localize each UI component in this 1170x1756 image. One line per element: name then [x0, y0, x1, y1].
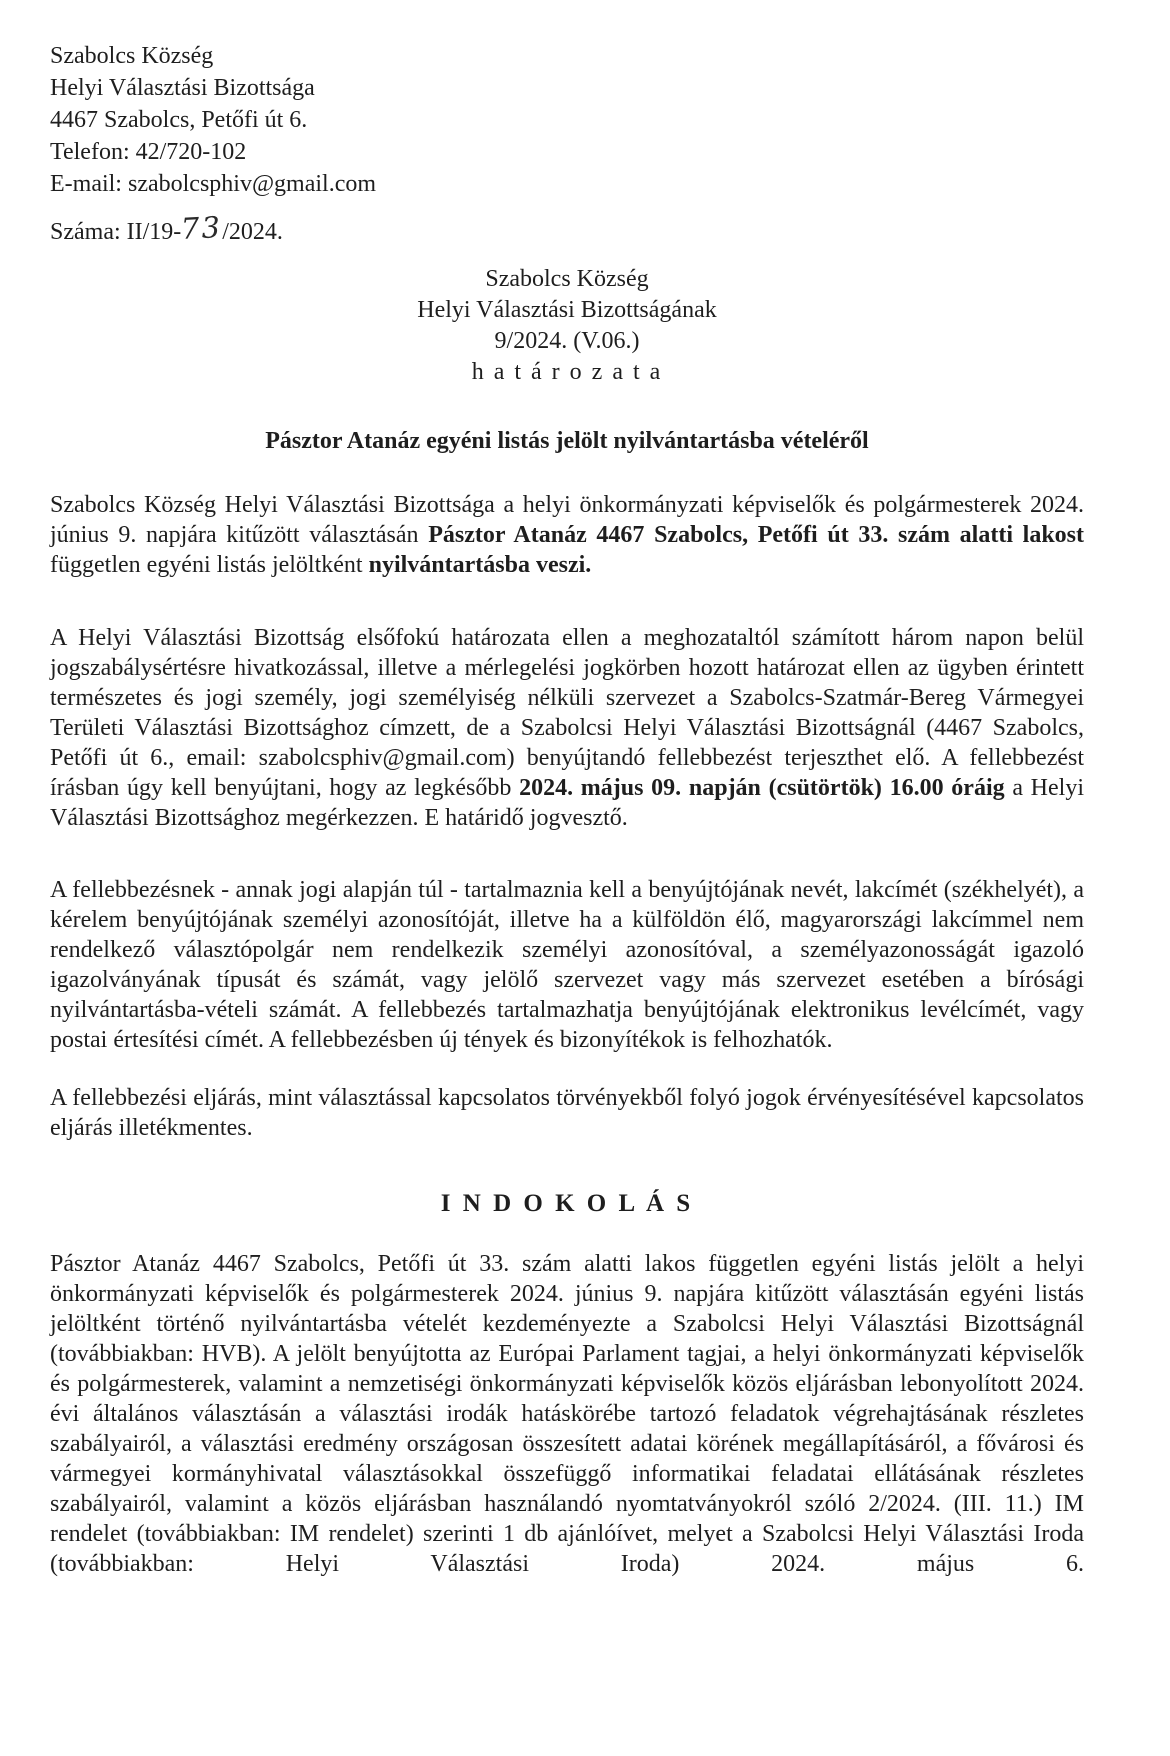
paragraph-appeal-content: A fellebbezésnek - annak jogi alapján túl - tartalmaznia kell a benyújtójának nevét, lakcímét (székhelyét), a kérelem benyújtójának személyi azonosítóját, illetve ha a külföldön élő, magyarországi lakcímmel nem rendelkező választópolgár nem rendelkezik személyi azonosítóval, a személyazonosságát igazoló igazolványának típusát és számát, vagy jelölő szervezet vagy más szervezet esetében a bírósági nyilvántartásba-vételi számát. A fellebbezés tartalmazhatja benyújtójának elektronikus levélcímét, vagy postai értesítési címét. A fellebbezésben új tények és bizonyítékok is felhozhatók.	[50, 877, 1084, 1053]
letterhead-org-name: Szabolcs Község	[50, 43, 214, 69]
letterhead-committee: Helyi Választási Bizottsága	[50, 75, 315, 101]
letterhead	[50, 40, 1084, 200]
letterhead-address: 4467 Szabolcs, Petőfi út 6.	[50, 107, 308, 133]
paragraph-appeal-route: A Helyi Választási Bizottság elsőfokú határozata ellen a meghozataltól számított három napon belül jogszabálysértésre hivatkozással, illetve a mérlegelési jogkörben hozott határozat ellen az ügyben érintett természetes és jogi személy, jogi személyiség nélküli szervezet a Szabolcs-Szatmár-Bereg Vármegyei Területi Választási Bizottsághoz címzett, de a Szabolcsi Helyi Választási Bizottságnál (4467 Szabolcs, Petőfi út 6., email: szabolcsphiv@gmail.com) benyújtandó fellebbezést terjeszthet elő. A fellebbezést írásban úgy kell benyújtani, hogy az legkésőbb 2024. május 09. napján (csütörtök) 16.00 óráig a Helyi Választási Bizottsághoz megérkezzen. E határidő jogvesztő.	[50, 625, 1085, 831]
paragraph-reasoning-body: Pásztor Atanáz 4467 Szabolcs, Petőfi út 33. szám alatti lakos független egyéni listás jelölt a helyi önkormányzati képviselők és polgármesterek 2024. június 9. napjára kitűzött választásán egyéni listás jelöltként történő nyilvántartásba vételét kezdeményezte a Szabolcsi Helyi Választási Bizottságnál (továbbiakban: HVB). A jelölt benyújtotta az Európai Parlament tagjai, a helyi önkormányzati képviselők és polgármesterek, valamint a nemzetiségi önkormányzati képviselők közös eljárásban lebonyolított 2024. évi általános választásán a választási irodák hatáskörébe tartozó feladatok végrehajtásának részletes szabályairól, a választási eredmény országosan összesített adatai körének megállapításáról, a fővárosi és vármegyei kormányhivatal választásokkal összefüggő informatikai feladatai ellátásának részletes szabályairól, valamint a közös eljárásban használandó nyomtatványokról szóló 2/2024. (III. 11.) IM rendelet (továbbiakban: IM rendelet) szerinti 1 db ajánlóívet, melyet a Szabolcsi Helyi Választási Iroda (továbbiakban: Helyi Választási Iroda) 2024. május 6.	[50, 1251, 1084, 1577]
decision-header	[50, 264, 1084, 388]
case-number-suffix: /2024.	[222, 219, 283, 245]
paragraph-fee-exemption: A fellebbezési eljárás, mint választással kapcsolatos törvényekből folyó jogok érvényesítésével kapcsolatos eljárás illetékmentes.	[50, 1085, 1084, 1141]
letterhead-email: E-mail: szabolcsphiv@gmail.com	[50, 171, 377, 197]
paragraph-decision-body: Szabolcs Község Helyi Választási Bizottsága a helyi önkormányzati képviselők és polgármesterek 2024. június 9. napjára kitűzött választásán Pásztor Atanáz 4467 Szabolcs, Petőfi út 33. szám alatti lakost független egyéni listás jelöltként nyilvántartásba veszi.	[50, 492, 1085, 578]
decision-word: h a t á r o z a t a	[471, 359, 663, 385]
subject-title: Pásztor Atanáz egyéni listás jelölt nyilvántartásba vételéről	[265, 428, 869, 454]
letterhead-phone: Telefon: 42/720-102	[50, 139, 247, 165]
case-number	[50, 209, 1084, 248]
decision-number: 9/2024. (V.06.)	[494, 328, 640, 354]
reasoning-heading: I N D O K O L Á S	[440, 1190, 694, 1217]
decision-header-committee: Helyi Választási Bizottságának	[417, 297, 717, 323]
case-number-prefix: Száma: II/19-	[50, 219, 182, 245]
decision-header-org: Szabolcs Község	[485, 266, 649, 292]
handwritten-case-number: 73	[180, 209, 224, 247]
